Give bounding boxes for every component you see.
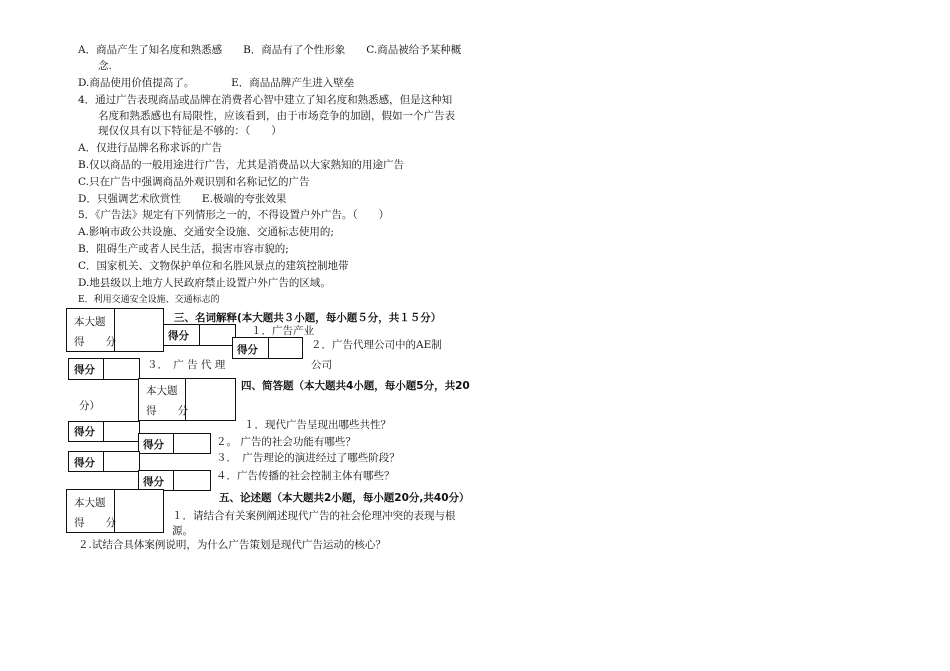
q3-options-line2: 念.	[98, 60, 112, 72]
section3-item2: ２．广告代理公司中的AE制	[311, 339, 442, 351]
section5-item2: ２.试结合具体案例说明，为什么广告策划是现代广告运动的核心？	[78, 539, 386, 551]
score-label: 得 分	[74, 336, 116, 348]
score-label: 得分	[143, 439, 164, 451]
q4-stem-line1: 4．通过广告表现商品或品牌在消费者心智中建立了知名度和熟悉感，但是这种知	[78, 94, 453, 106]
section4-title-cont: 分）	[79, 400, 100, 412]
score-label: 得 分	[146, 405, 188, 417]
score-box-divider	[268, 337, 269, 358]
section4-title: 四、简答题（本大题共4小题，每小题5分，共20	[241, 380, 470, 392]
score-label: 得分	[143, 476, 164, 488]
q4-stem-line3: 现仅仅具有以下特征是不够的：（ ）	[98, 125, 282, 137]
score-label: 得分	[74, 457, 95, 469]
section-label: 本大题	[74, 316, 106, 328]
score-label: 得 分	[74, 517, 116, 529]
q4-option-de: D．只强调艺术欣赏性 E.极端的夸张效果	[78, 193, 287, 205]
section3-item2-cont: 公司	[311, 359, 332, 371]
score-box-divider	[103, 358, 104, 379]
score-box-divider	[199, 324, 200, 345]
q4-option-a: A．仅进行品牌名称求诉的广告	[78, 142, 223, 154]
section5-item1-cont: 源。	[172, 525, 193, 537]
score-label: 得分	[74, 364, 95, 376]
section4-item1: １．现代广告呈现出哪些共性？	[244, 419, 391, 431]
q4-option-b: B.仅以商品的一般用途进行广告，尤其是消费品以大家熟知的用途广告	[78, 159, 405, 171]
q5-option-a: A.影响市政公共设施、交通安全设施、交通标志使用的;	[78, 226, 334, 238]
q5-option-c: C．国家机关、文物保护单位和名胜风景点的建筑控制地带	[78, 260, 349, 272]
q4-stem-line2: 名度和熟悉感也有局限性，应该看到，由于市场竞争的加剧，假如一个广告表	[98, 110, 455, 122]
section4-item2: ２。 广告的社会功能有哪些？	[216, 436, 356, 448]
score-label: 得分	[237, 344, 258, 356]
score-box-divider	[173, 433, 174, 453]
score-label: 得分	[74, 426, 95, 438]
section3-item3: ３． 广 告 代 理	[147, 359, 226, 371]
q5-stem: 5．《广告法》规定有下列情形之一的，不得设置户外广告。（ ）	[78, 209, 390, 221]
section3-title: 三、名词解释(本大题共３小题，每小题５分，共１５分）	[174, 312, 442, 324]
section-label: 本大题	[74, 497, 106, 509]
score-box-divider	[103, 451, 104, 471]
q5-option-b: B．阻碍生产或者人民生活，损害市容市貌的;	[78, 243, 289, 255]
section4-item4: ４．广告传播的社会控制主体有哪些？	[216, 470, 395, 482]
score-label: 得分	[168, 330, 189, 342]
section4-item3: ３． 广告理论的演进经过了哪些阶段？	[216, 452, 400, 464]
q3-options-line3: D.商品使用价值提高了。 E．商品品牌产生进入壁垒	[78, 77, 355, 89]
q3-options-line1: A．商品产生了知名度和熟悉感 B．商品有了个性形象 C.商品被给予某种概	[78, 44, 462, 56]
section5-title: 五、论述题（本大题共2小题，每小题20分,共40分）	[219, 492, 470, 504]
section-label: 本大题	[146, 385, 178, 397]
q5-option-e: E．利用交通安全设施、交通标志的	[78, 295, 220, 305]
q4-option-c: C.只在广告中强调商品外观识别和名称记忆的广告	[78, 176, 310, 188]
section5-item1: １．请结合有关案例阐述现代广告的社会伦理冲突的表现与根	[172, 510, 456, 522]
score-box-divider	[103, 421, 104, 441]
score-box-divider	[173, 470, 174, 490]
section3-item1: １．广告产业	[251, 325, 314, 337]
q5-option-d: D.地县级以上地方人民政府禁止设置户外广告的区域。	[78, 277, 331, 289]
